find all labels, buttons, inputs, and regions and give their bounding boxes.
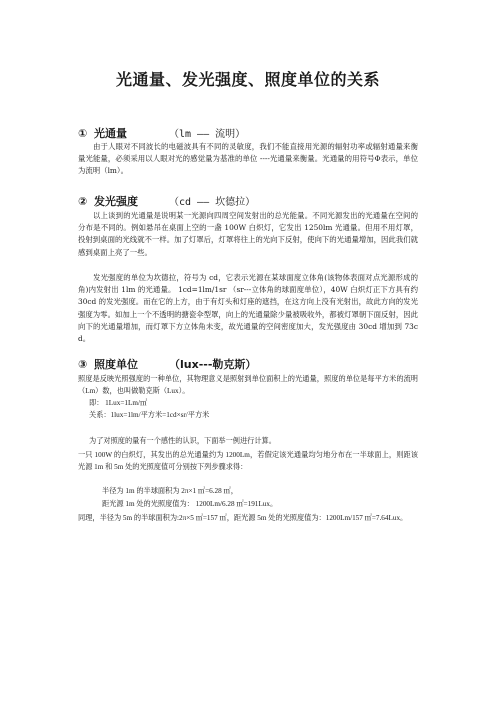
paragraph: 为了对照度的量有一个感性的认识，下面举一例进行计算。 xyxy=(89,437,276,445)
section-name: 光通量 xyxy=(94,127,127,140)
calculation-line: 半径为 1m 的半球面积为 2π×1 ㎡=6.28 ㎡， xyxy=(102,487,238,495)
section-name: 照度单位 xyxy=(94,358,138,371)
section-number: ② xyxy=(78,195,88,208)
section-heading-illuminance xyxy=(78,356,256,372)
formula-line: 即： 1Lux=1Lm/㎡ xyxy=(89,399,148,407)
formula-line: 关系：1lux=1lm/平方米=1cd×sr/平方米 xyxy=(89,411,210,419)
paragraph: 以上谈到的光通量是说明某一光源向四周空间发射出的总光能量。不同光源发出的光通量在空间的分布是不同的。例如悬吊在桌面上空的一盏 100W 白炽灯，它发出 1250lm 光通量。但用不用灯罩，投射到桌面的光线就不一样。加了灯罩后，灯罩将往上的光向下反射，使向下的光通量增加，因此我们就感到桌面上亮了一些。 xyxy=(78,211,418,257)
section-unit: （cd —— 坎德拉） xyxy=(169,197,256,208)
section-name: 发光强度 xyxy=(94,195,138,208)
paragraph: 发光强度的单位为坎德拉，符号为 cd，它表示光源在某球面度立体角(该物体表面对点光源形成的角)内发射出 1lm 的光通量。 1cd=1lm/1sr （sr---立体角的球面度单位），40W 白炽灯正下方具有约 30cd 的发光强度。而在它的上方，由于有灯头和灯座的遮挡，在这方向上没有光射出，故此方向的发光强度为零。如加上一个不透明的搪瓷伞型罩，向上的光通量除少量被吸收外，都被灯罩朝下面反射，因此向下的光通量增加，而灯罩下方立体角未变，故光通量的空间密度加大，发光强度由 30cd 增加到 73cd。 xyxy=(78,273,418,344)
section-number: ③ xyxy=(78,358,88,371)
calculation-line: 距光源 1m 处的光照度值为： 1200Lm/6.28 ㎡=191Lux。 xyxy=(102,500,278,508)
paragraph: 照度是反映光照强度的一种单位，其物理意义是照射到单位面积上的光通量，照度的单位是每平方米的流明（Lm）数，也叫做勒克斯（Lux）。 xyxy=(78,375,418,396)
calculation-line: 同理，半径为 5m 的半球面积为:2π×5 ㎡=157 ㎡，距光源 5m 处的光照度值为：1200Lm/157 ㎡=7.64Lux。 xyxy=(78,514,408,522)
section-heading-luminous-intensity xyxy=(78,193,255,209)
section-unit: （lm —— 流明） xyxy=(169,129,246,140)
section-heading-luminous-flux xyxy=(78,125,245,141)
section-number: ① xyxy=(78,127,88,140)
document-title: 光通量、发光强度、照度单位的关系 xyxy=(115,70,380,89)
paragraph: 一只 100W 的白炽灯，其发出的总光通量约为 1200Lm，若假定该光通量均匀地分布在一半球面上，则距该光源 1m 和 5m 处的光照度值可分别按下列步骤求得： xyxy=(78,451,418,472)
paragraph: 由于人眼对不同波长的电磁波具有不同的灵敏度，我们不能直接用光源的辐射功率或辐射通量来衡量光能量，必须采用以人眼对光的感觉量为基准的单位 ----光通量来衡量。光通量的用符号Φ表示，单位为流明（lm）。 xyxy=(78,142,418,176)
section-unit: （lux---勒克斯） xyxy=(169,358,257,371)
